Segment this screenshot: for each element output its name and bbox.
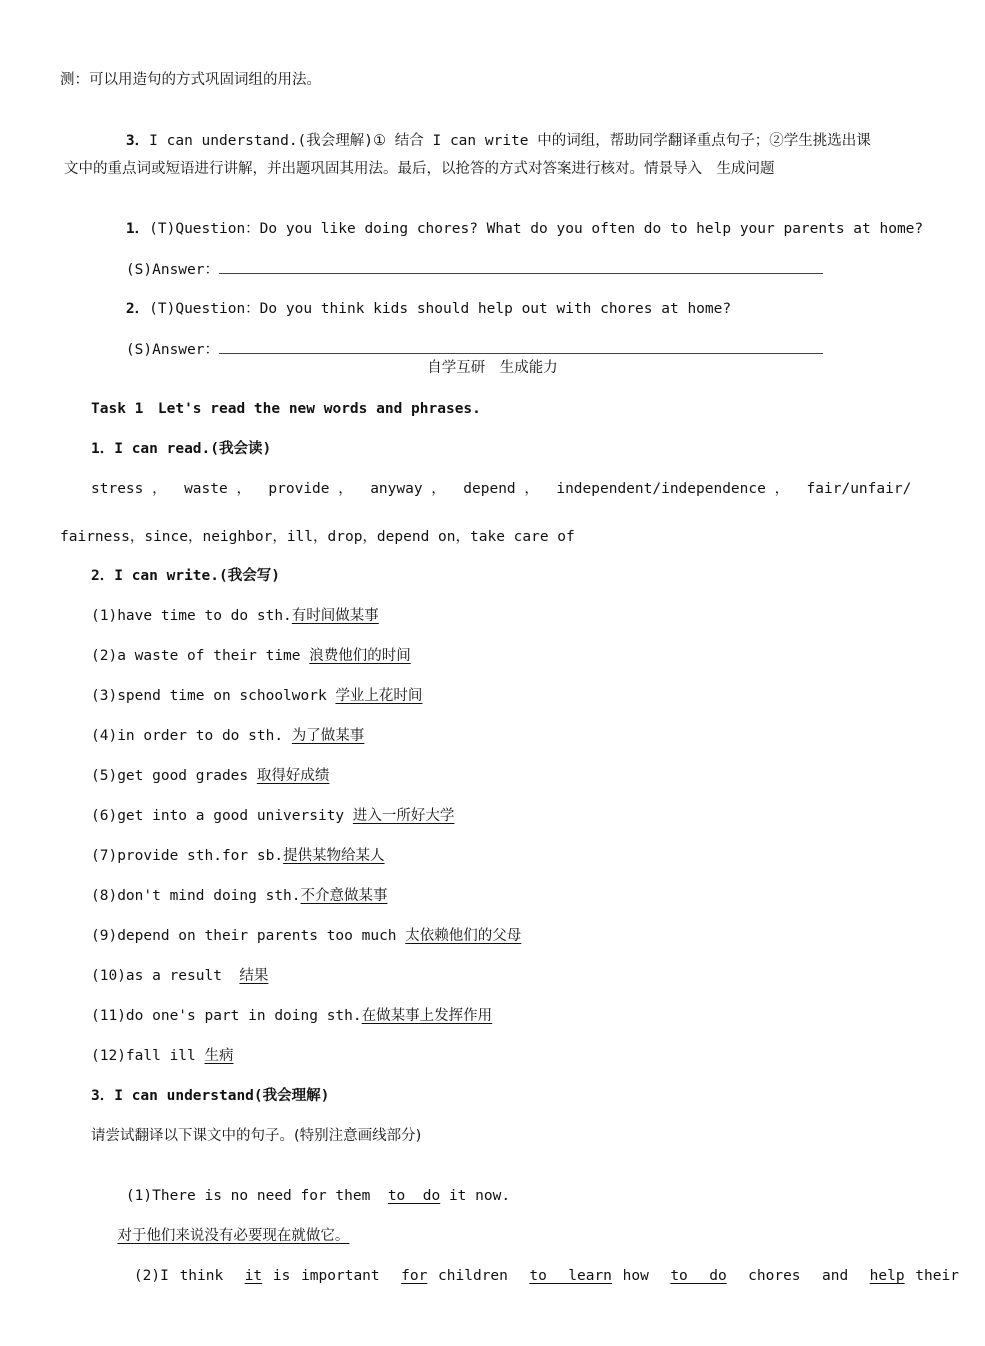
phrase-en: (4)in order to do sth. (91, 728, 292, 744)
phrase-cn-answer: 取得好成绩 (256, 768, 330, 784)
sentence-2-underline: for (401, 1268, 428, 1284)
answer-2-blank[interactable] (219, 339, 823, 354)
sentence-2-underline: help (869, 1268, 905, 1284)
sentence-2-underline: to do (670, 1268, 727, 1284)
answer-1-label: (S)Answer： (125, 262, 219, 278)
sentence-2-underline: to learn (529, 1268, 612, 1284)
sentence-1-underline: to do (387, 1188, 441, 1204)
phrase-en: (12)fall ill (91, 1048, 205, 1064)
phrase-item (91, 806, 454, 826)
phrase-cn-answer: 进入一所好大学 (352, 808, 455, 824)
phrase-cn-answer: 在做某事上发挥作用 (361, 1008, 493, 1024)
phrase-item (91, 1046, 234, 1066)
phrase-en: (11)do one's part in doing sth. (91, 1008, 362, 1024)
phrase-cn-answer: 浪费他们的时间 (309, 648, 411, 664)
phrase-en: (9)depend on their parents too much (91, 928, 406, 944)
phrase-en: (2)a waste of their time (91, 648, 310, 664)
phrase-item (91, 606, 379, 626)
read-words-line-1: stress ， waste ， provide ， anyway ， depend ， independent/independence ， fair/unfair/ (91, 481, 912, 497)
phrase-cn-answer: 不介意做某事 (300, 888, 388, 904)
understand-heading: 3．I can understand(我会理解) (91, 1088, 330, 1104)
phrase-en: (3)spend time on schoolwork (91, 688, 336, 704)
sentence-1-text: it now. (440, 1188, 511, 1204)
read-words-line-2: fairness，since，neighbor，ill，drop，depend on，take care of (60, 529, 575, 545)
phrase-item (91, 646, 411, 666)
sentence-2-text: chores and (726, 1268, 870, 1284)
item-3-number: 3． (125, 133, 150, 149)
phrase-item (91, 926, 521, 946)
translation-answer: 对于他们来说没有必要现在就做它。 (117, 1228, 350, 1244)
question-2-number: 2． (125, 301, 150, 317)
phrase-item (91, 886, 388, 906)
section-title: 自学互研 生成能力 (427, 360, 558, 376)
phrase-cn-answer: 生病 (204, 1048, 234, 1064)
question-1-text: (T)Question：Do you like doing chores? What do you often do to help your parents at home? (149, 221, 924, 237)
sentence-2-text: how (611, 1268, 671, 1284)
question-1-number: 1． (125, 221, 150, 237)
phrase-item (91, 686, 422, 706)
write-heading: 2．I can write.(我会写) (91, 568, 280, 584)
phrase-cn-answer: 太依赖他们的父母 (405, 928, 522, 944)
phrase-cn-answer: 学业上花时间 (335, 688, 423, 704)
sentence-2 (91, 1246, 959, 1306)
sentence-2-text: children (427, 1268, 530, 1284)
phrase-item (91, 1006, 492, 1026)
phrase-en: (1)have time to do sth. (91, 608, 292, 624)
sentence-2-text: is important (262, 1268, 402, 1284)
question-2-text: (T)Question：Do you think kids should help out with chores at home? (149, 301, 732, 317)
phrase-item (91, 726, 364, 746)
answer-1-blank[interactable] (219, 259, 823, 274)
phrase-cn-answer: 提供某物给某人 (283, 848, 385, 864)
phrase-item (91, 846, 385, 866)
task-1-title: Task 1 Let's read the new words and phrases. (91, 401, 481, 417)
phrase-cn-answer: 有时间做某事 (291, 608, 379, 624)
phrase-en: (8)don't mind doing sth. (91, 888, 301, 904)
phrase-en: (5)get good grades (91, 768, 257, 784)
read-heading: 1．I can read.(我会读) (91, 441, 272, 457)
phrase-en: (6)get into a good university (91, 808, 353, 824)
phrase-en: (7)provide sth.for sb. (91, 848, 284, 864)
sentence-2-text: their (904, 1268, 959, 1284)
sentence-2-text: (2)I think (133, 1268, 245, 1284)
phrase-en: (10)as a result (91, 968, 240, 984)
understand-instruction: 请尝试翻译以下课文中的句子。(特别注意画线部分) (91, 1128, 422, 1144)
phrase-item (91, 966, 268, 986)
intro-line: 测：可以用造句的方式巩固词组的用法。 (60, 72, 321, 88)
sentence-1-text: (1)There is no need for them (125, 1188, 388, 1204)
phrase-item (91, 766, 329, 786)
sentence-2-underline: it (244, 1268, 263, 1284)
answer-2-label: (S)Answer： (125, 342, 219, 358)
item-3-continuation: 文中的重点词或短语进行讲解，并出题巩固其用法。最后，以抢答的方式对答案进行核对。情景导入 生成问题 (64, 161, 775, 177)
phrase-cn-answer: 结果 (239, 968, 269, 984)
item-3-text: I can understand.(我会理解)① 结合 I can write 中的词组，帮助同学翻译重点句子；②学生挑选出课 (149, 133, 871, 149)
phrase-cn-answer: 为了做某事 (291, 728, 365, 744)
